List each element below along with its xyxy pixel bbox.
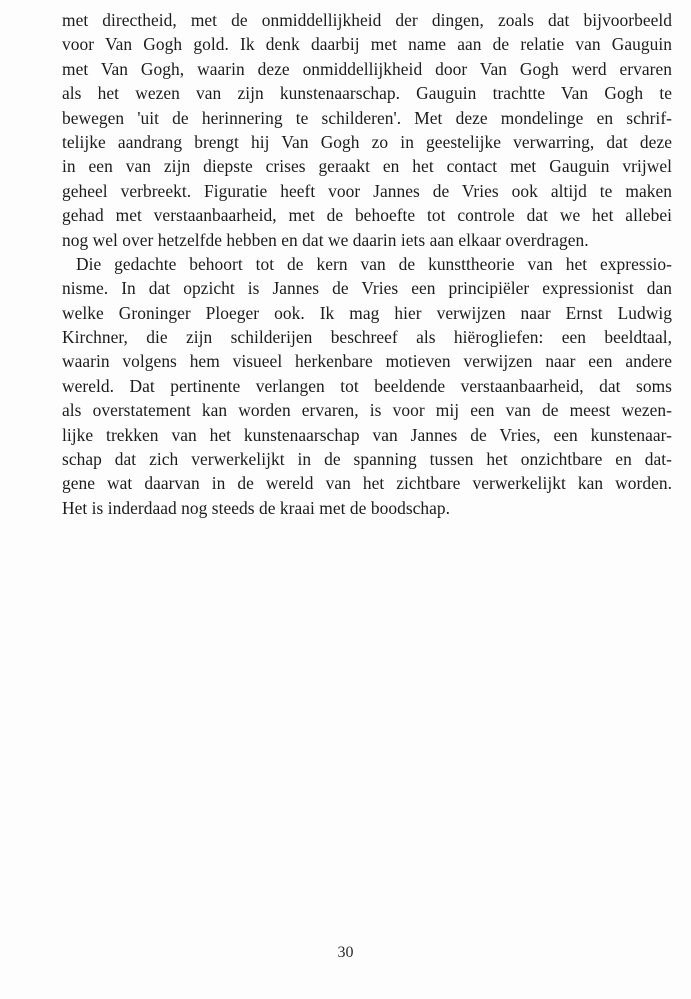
text-line: bewegen 'uit de herinnering te schilderen'. Met deze mondelinge en schrif- <box>62 107 672 128</box>
paragraph-start-line: Die gedachte behoort tot de kern van de kunsttheorie van het expressio- <box>76 253 672 274</box>
text-line: voor Van Gogh gold. Ik denk daarbij met name aan de relatie van Gauguin <box>62 34 672 55</box>
text-line: als het wezen van zijn kunstenaarschap. Gauguin trachtte Van Gogh te <box>62 83 672 104</box>
text-line: in een van zijn diepste crises geraakt en het contact met Gauguin vrijwel <box>62 156 672 177</box>
text-line: waarin volgens hem visueel herkenbare motieven verwijzen naar een andere <box>62 351 672 372</box>
text-line: als overstatement kan worden ervaren, is voor mij een van de meest wezen- <box>62 400 672 421</box>
text-line: wereld. Dat pertinente verlangen tot beeldende verstaanbaarheid, dat soms <box>62 375 672 396</box>
page-number: 30 <box>337 944 354 961</box>
text-line: met directheid, met de onmiddellijkheid der dingen, zoals dat bijvoorbeeld <box>62 10 672 30</box>
paragraph-end-line: Het is inderdaad nog steeds de kraai met de boodschap. <box>62 497 451 518</box>
text-line: Kirchner, die zijn schilderijen beschreef als hiërogliefen: een beeldtaal, <box>62 327 672 348</box>
text-line: telijke aandrang brengt hij Van Gogh zo in geestelijke verwarring, dat deze <box>62 131 672 152</box>
text-line: lijke trekken van het kunstenaarschap van Jannes de Vries, een kunstenaar- <box>62 424 672 445</box>
text-line: gene wat daarvan in de wereld van het zichtbare verwerkelijkt kan worden. <box>62 473 672 494</box>
text-line: met Van Gogh, waarin deze onmiddellijkheid door Van Gogh werd ervaren <box>62 58 672 79</box>
body-text <box>62 8 672 520</box>
text-line: schap dat zich verwerkelijkt in de spanning tussen het onzichtbare en dat- <box>62 449 672 470</box>
paragraph-end-line: nog wel over hetzelfde hebben en dat we daarin iets aan elkaar overdragen. <box>62 229 589 250</box>
text-line: welke Groninger Ploeger ook. Ik mag hier verwijzen naar Ernst Ludwig <box>62 302 672 323</box>
text-line: gehad met verstaanbaarheid, met de behoefte tot controle dat we het allebei <box>62 205 672 226</box>
text-line: geheel verbreekt. Figuratie heeft voor Jannes de Vries ook altijd te maken <box>62 180 672 201</box>
text-line: nisme. In dat opzicht is Jannes de Vries een principiëler expressionist dan <box>62 278 672 299</box>
